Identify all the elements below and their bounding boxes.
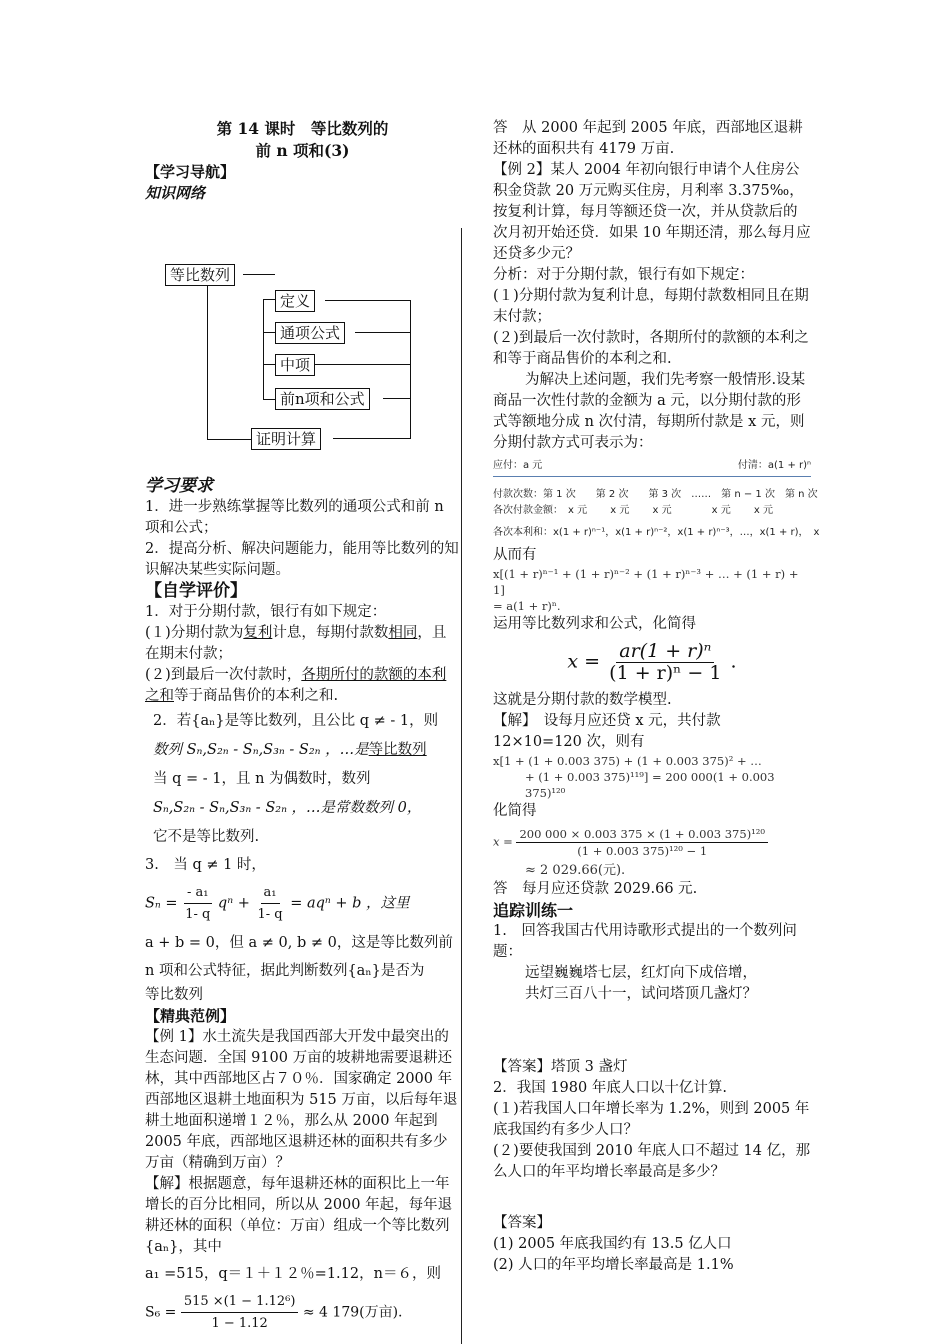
diagram-box-general-term: 通项公式 bbox=[275, 322, 345, 344]
simplify-text-2: 化简得 bbox=[493, 803, 537, 819]
requirements-header: 学习要求 bbox=[145, 476, 213, 496]
self-eval-3a: 3. 当 q ≠ 1 时， bbox=[145, 857, 266, 873]
simplify-text: 运用等比数列求和公式，化简得 bbox=[493, 616, 696, 632]
self-eval-2b: 数列 Sₙ,S₂ₙ - Sₙ,S₃ₙ - S₂ₙ ，…是等比数列 bbox=[153, 742, 427, 758]
self-eval-3b: a + b = 0，但 a ≠ 0, b ≠ 0，这是等比数列前 bbox=[145, 935, 453, 951]
self-eval-1a: (１)分期付款为复利计息，每期付款数相同，且在期末付款； bbox=[145, 625, 447, 662]
training-2-answer-1: (1) 2005 年底我国约有 13.5 亿人口 bbox=[493, 1236, 732, 1252]
training-2b: (２)要使我国到 2010 年底人口不超过 14 亿，那么人口的年平均增长率最高是多少？ bbox=[493, 1143, 811, 1180]
training-1: 1. 回答我国古代用诗歌形式提出的一个数列问题： bbox=[493, 923, 797, 960]
self-eval-3c: n 项和公式特征，据此判断数列{aₙ}是否为 bbox=[145, 963, 425, 979]
answer-1: 答 从 2000 年起到 2005 年底，西部地区退耕还林的面积共有 4179 万亩. bbox=[493, 120, 803, 157]
training-2-answer-header: 【答案】 bbox=[493, 1215, 551, 1231]
left-column bbox=[145, 118, 460, 1338]
answer-2: 答 每月应还贷款 2029.66 元. bbox=[493, 881, 698, 897]
self-eval-2a: 2．若{aₙ}是等比数列，且公比 q ≠ - 1，则 bbox=[153, 713, 439, 729]
solution-2-formula-2: + (1 + 0.003 375)¹¹⁹] = 200 000(1 + 0.003 375)¹²⁰ bbox=[525, 770, 775, 800]
training-2a: (１)若我国人口年增长率为 1.2%，则到 2005 年底我国约有多少人口？ bbox=[493, 1101, 810, 1138]
model-text: 这就是分期付款的数学模型. bbox=[493, 692, 672, 708]
analysis: 分析：对于分期付款，银行有如下规定： bbox=[493, 267, 754, 283]
requirement-1: 1．进一步熟练掌握等比数列的通项公式和前 n 项和公式； bbox=[145, 499, 444, 536]
solution-1b: a₁ =515，q＝１＋１２％=1.12，n＝６，则 bbox=[145, 1266, 441, 1282]
solution-2-formula-1: x[1 + (1 + 0.003 375) + (1 + 0.003 375)² + … bbox=[493, 754, 762, 768]
approx-value: ≈ 2 029.66(元). bbox=[525, 863, 626, 878]
self-eval-1: 1．对于分期付款，银行有如下规定： bbox=[145, 604, 387, 620]
diagram-box-definition: 定义 bbox=[275, 290, 315, 312]
solution-2: 【解】 设每月应还贷 x 元，共付款 12×10=120 次，则有 bbox=[493, 713, 721, 750]
poem-line-1: 远望巍巍塔七层，红灯向下成倍增， bbox=[525, 965, 757, 981]
training-2: 2．我国 1980 年底人口以十亿计算. bbox=[493, 1080, 727, 1096]
training-2-answer-2: (2) 人口的年平均增长率最高是 1.1% bbox=[493, 1257, 734, 1273]
column-divider bbox=[461, 228, 462, 1344]
installment-table bbox=[493, 458, 820, 541]
analysis-3: 为解决上述问题，我们先考察一般情形.设某商品一次性付款的金额为 a 元，以分期付款的形式等额地分成 n 次付清，每期所付款是 x 元，则分期付款方式可表示为： bbox=[493, 372, 806, 451]
sn-formula: Sₙ = $\frac{\text{- a₁}}{1- q}$ qⁿ + $\frac{\text{a₁}}{1- q}$ = aqⁿ + b ，这里 bbox=[145, 882, 460, 925]
table-due-label: 应付：a 元 bbox=[493, 460, 543, 471]
table-cleared-label: 付清：a(1 + r)ⁿ bbox=[737, 460, 811, 471]
lesson-title-line2: 前 n 项和(3) bbox=[255, 141, 350, 160]
analysis-2: (２)到最后一次付款时，各期所付的款额的本利之和等于商品售价的本利之和. bbox=[493, 330, 809, 367]
diagram-box-proof: 证明计算 bbox=[251, 428, 321, 450]
table-row-periods: 付款次数：第 1 次 第 2 次 第 3 次 …… 第 n − 1 次 第 n 次 bbox=[493, 489, 818, 500]
solution-1: 【解】根据题意，每年退耕还林的面积比上一年增长的百分比相同，所以从 2000 年起，每年退耕还林的面积（单位：万亩）组成一个等比数列{aₙ}，其中 bbox=[145, 1176, 453, 1255]
lesson-title-line1: 第 14 课时 等比数列的 bbox=[216, 119, 389, 138]
s6-formula: S₆ = $\frac{\text{515 ×(1 − 1.12⁶)}}{1 - 1.12}$ ≈ 4 179(万亩). bbox=[145, 1291, 460, 1334]
example-2: 【例 2】某人 2004 年初向银行申请个人住房公积金贷款 20 万元购买住房，月利率 3.375‰，按复利计算，每月等额还贷一次，并从贷款后的次月初开始还贷．如果 10 年期还清，那么每月应还贷多少元？ bbox=[493, 162, 811, 262]
knowledge-network-header: 知识网络 bbox=[145, 184, 206, 202]
self-eval-2d: Sₙ,S₂ₙ - Sₙ,S₃ₙ - S₂ₙ ，…是常数数列 0， bbox=[153, 800, 422, 816]
self-eval-3d: 等比数列 bbox=[145, 987, 203, 1003]
training-1-answer: 【答案】塔顶 3 盏灯 bbox=[493, 1059, 628, 1075]
requirement-2: 2．提高分析、解决问题能力，能用等比数列的知识解决某些实际问题。 bbox=[145, 541, 459, 578]
self-eval-2e: 它不是等比数列. bbox=[153, 829, 260, 845]
example-1: 【例 1】水土流失是我国西部大开发中最突出的生态问题．全国 9100 万亩的坡耕地需要退耕还林，其中西部地区占７０％．国家确定 2000 年西部地区退耕土地面积为 515 万亩，以后每年退耕土地面积递增１２％，那么从 2000 年起到 2005 年底，西部地区退耕还林的面积共有多少万亩（精确到万亩）？ bbox=[145, 1029, 458, 1171]
study-guide-header: 【学习导航】 bbox=[145, 163, 236, 181]
self-eval-1b: (２)到最后一次付款时，各期所付的款额的本利之和等于商品售价的本利之和. bbox=[145, 667, 447, 704]
conclusion-formula-1: x[(1 + r)ⁿ⁻¹ + (1 + r)ⁿ⁻² + (1 + r)ⁿ⁻³ + … + (1 + r) + 1] bbox=[493, 567, 799, 597]
poem-line-2: 共灯三百八十一，试问塔顶几盏灯？ bbox=[525, 986, 757, 1002]
right-column bbox=[493, 118, 820, 1276]
diagram-root-box: 等比数列 bbox=[165, 264, 235, 286]
installment-model-formula: x = $\frac{\text{ar(1 + r)ⁿ}}{\text{(1 + r)ⁿ − 1}}$ . bbox=[567, 640, 737, 684]
analysis-1: (１)分期付款为复利计息，每期付款数相同且在期末付款； bbox=[493, 288, 809, 325]
diagram-box-sum-formula: 前n项和公式 bbox=[275, 388, 370, 410]
knowledge-network-diagram bbox=[145, 204, 460, 448]
table-row-amounts: 各次付款金额： x 元 x 元 x 元 x 元 x 元 bbox=[493, 505, 774, 516]
x-formula: x = $\frac{\text{200 000 × 0.003 375 × (1 + 0.003 375)¹²⁰}}{\text{(1 + 0.003 375)¹²⁰ − 1}}$ bbox=[493, 826, 811, 859]
conclusion: 从而有 bbox=[493, 547, 537, 563]
self-eval-2c: 当 q = - 1，且 n 为偶数时，数列 bbox=[153, 771, 371, 787]
table-row-values: 各次本利和：x(1 + r)ⁿ⁻¹，x(1 + r)ⁿ⁻²，x(1 + r)ⁿ⁻³，…，x(1 + r)， x bbox=[493, 527, 820, 538]
conclusion-formula-2: = a(1 + r)ⁿ. bbox=[493, 599, 561, 613]
self-evaluation-header: 【自学评价】 bbox=[145, 581, 247, 601]
training-header: 追踪训练一 bbox=[493, 901, 574, 920]
examples-header: 【精典范例】 bbox=[145, 1007, 236, 1025]
diagram-box-middle-term: 中项 bbox=[275, 354, 315, 376]
